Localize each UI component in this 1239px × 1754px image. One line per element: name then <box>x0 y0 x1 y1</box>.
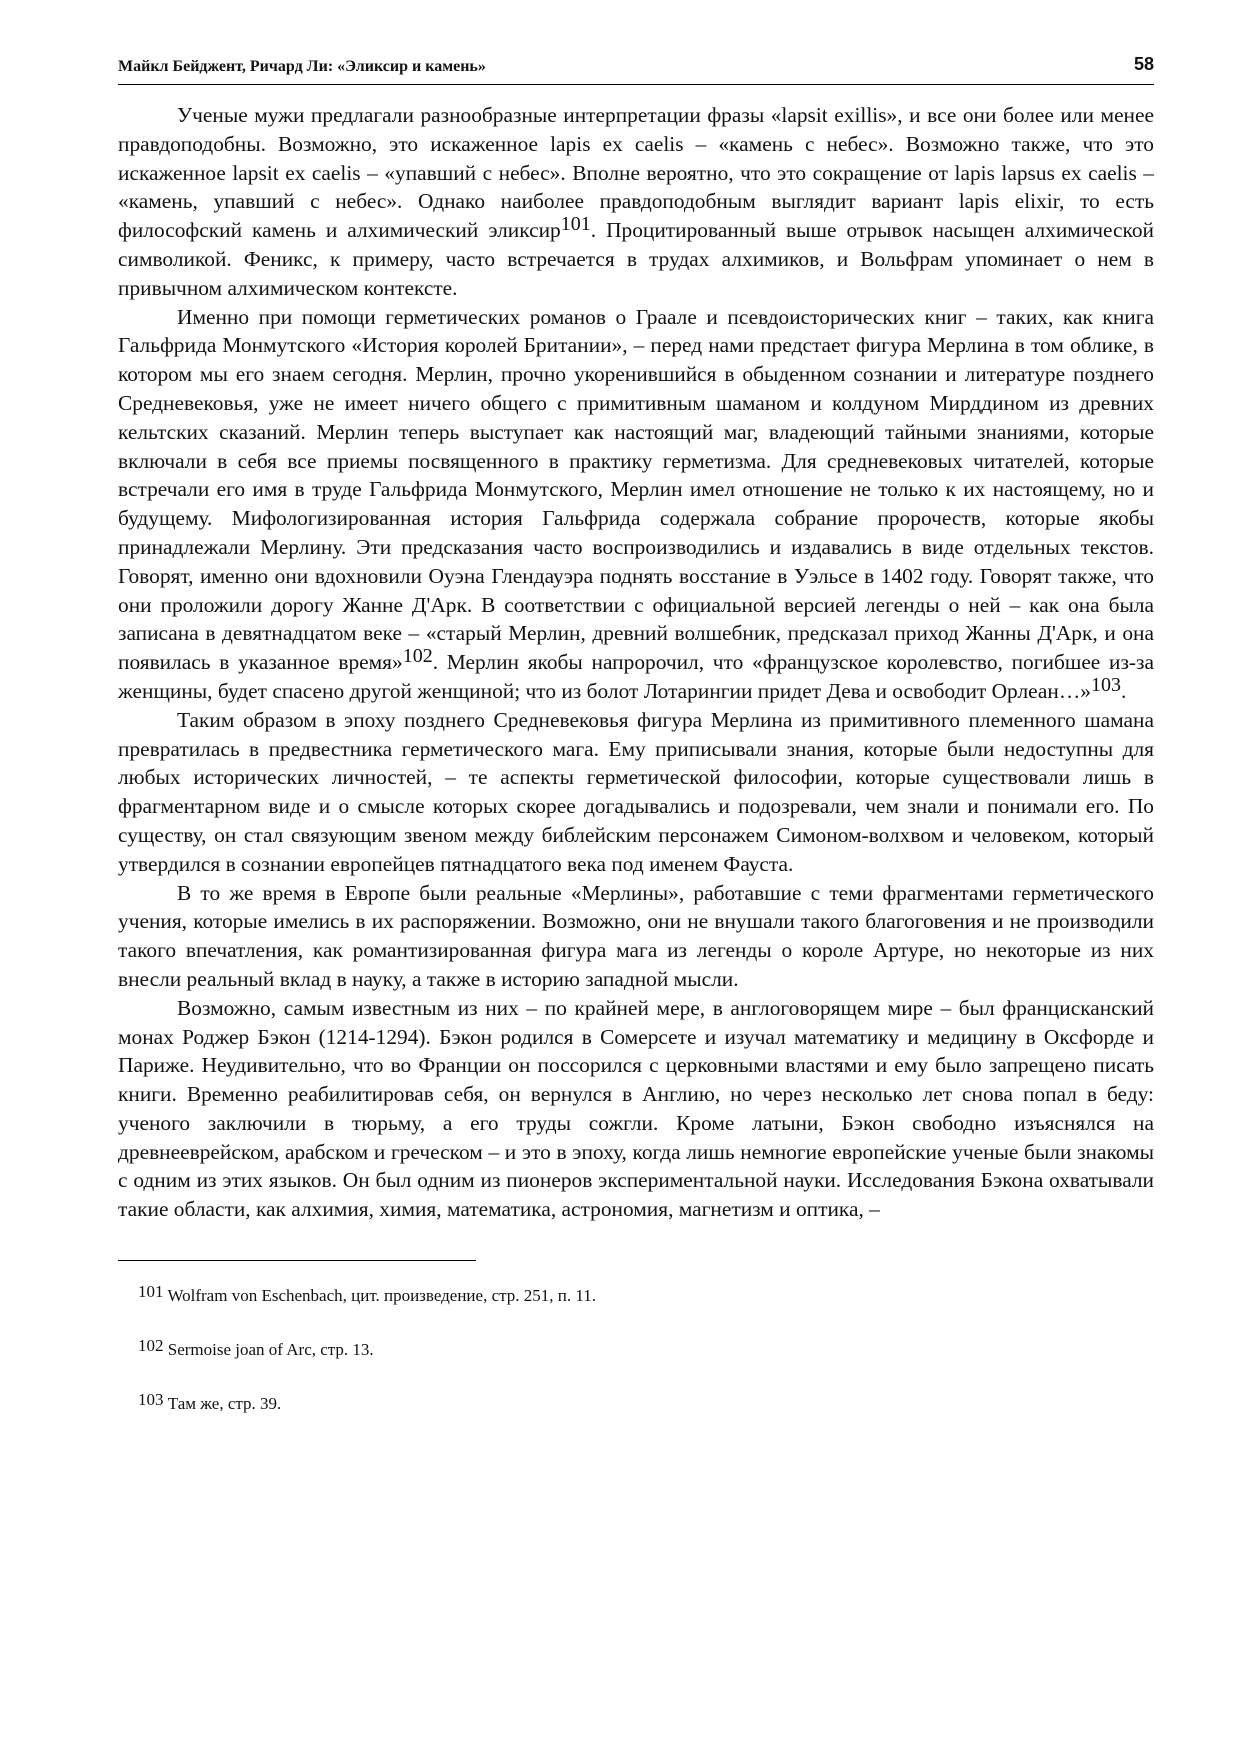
footnote-102 <box>118 1336 1154 1361</box>
footnote-ref-103[interactable]: 103 <box>1090 673 1121 696</box>
footnote-ref-101[interactable]: 101 <box>560 213 591 236</box>
footnote-divider <box>118 1260 476 1261</box>
footnote-number: 101 <box>138 1282 164 1302</box>
paragraph-1-text-b: . Процитированный выше отрывок насыщен алхимической символикой. Феникс, к примеру, часто встречается в трудах алхимиков, и Вольфрам упоминает о нем в привычном алхимическом контексте. <box>118 218 1155 300</box>
running-header <box>118 54 1154 85</box>
footnote-101 <box>118 1282 1154 1307</box>
footnote-text: Sermoise joan of Arc, стр. 13. <box>167 1340 374 1360</box>
footnote-ref-102[interactable]: 102 <box>402 645 433 668</box>
paragraph-4: В то же время в Европе были реальные «Мерлины», работавшие с теми фрагментами герметического учения, которые имелись в их распоряжении. Возможно, они не внушали такого благоговения и не производили такого впечатления, как романтизированная фигура мага из легенды о короле Артуре, но некоторые из них внесли реальный вклад в науку, а также в историю западной мысли. <box>118 880 1154 991</box>
footnote-103 <box>118 1390 1154 1415</box>
paragraph-2-text-c: . <box>1120 678 1127 703</box>
page-number: 58 <box>1133 54 1154 74</box>
body-text <box>118 101 1154 1224</box>
footnote-text: Там же, стр. 39. <box>167 1394 282 1414</box>
footnote-number: 102 <box>138 1336 164 1356</box>
footnote-number: 103 <box>138 1390 164 1410</box>
paragraph-1-text-a: Ученые мужи предлагали разнообразные интерпретации фразы «lapsit exillis», и все они более или менее правдоподобны. Возможно, это искаженное lapis ex caelis – «камень с небес». Возможно также, что это искаженное lapsit ex caelis – «упавший с небес». Вполне вероятно, что это сокращение от lapis lapsus ex caelis – «камень, упавший с небес». Однако наиболее правдоподобным выглядит вариант lapis elixir, то есть философский камень и алхимический эликсир <box>118 103 1154 243</box>
document-page <box>118 54 1154 1415</box>
header-title: Майкл Бейджент, Ричард Ли: «Эликсир и камень» <box>118 58 486 75</box>
paragraph-2-text-b: . Мерлин якобы напророчил, что «французское королевство, погибшее из-за женщины, будет спасено другой женщиной; что из болот Лотарингии придет Дева и освободит Орлеан…» <box>118 650 1154 703</box>
paragraph-3: Таким образом в эпоху позднего Средневековья фигура Мерлина из примитивного племенного шамана превратилась в предвестника герметического мага. Ему приписывали знания, которые были недоступны для любых исторических личностей, – те аспекты герметической философии, которые существовали лишь в фрагментарном виде и о смысле которых скорее догадывались и подозревали, чем знали и понимали его. По существу, он стал связующим звеном между библейским персонажем Симоном-волхвом и человеком, который утвердился в сознании европейцев пятнадцатого века под именем Фауста. <box>118 707 1154 876</box>
footnote-text: Wolfram von Eschenbach, цит. произведение, стр. 251, п. 11. <box>167 1286 596 1306</box>
paragraph-2-text-a: Именно при помощи герметических романов о Граале и псевдоисторических книг – таких, как книга Гальфрида Монмутского «История королей Британии», – перед нами предстает фигура Мерлина в том облике, в котором мы его знаем сегодня. Мерлин, прочно укоренившийся в обыденном сознании и литературе позднего Средневековья, уже не имеет ничего общего с примитивным шаманом и колдуном Мирддином из древних кельтских сказаний. Мерлин теперь выступает как настоящий маг, владеющий тайными знаниями, которые включали в себя все приемы посвященного в практику герметизма. Для средневековых читателей, которые встречали его имя в труде Гальфрида Монмутского, Мерлин имел отношение не только к их настоящему, но и будущему. Мифологизированная история Гальфрида содержала собрание пророчеств, которые якобы принадлежали Мерлину. Эти предсказания часто воспроизводились и издавались в виде отдельных текстов. Говорят, именно они вдохновили Оуэна Глендауэра поднять восстание в Уэльсе в 1402 году. Говорят также, что они проложили дорогу Жанне Д'Арк. В соответствии с официальной версией легенды о ней – как она была записана в девятнадцатом веке – «старый Мерлин, древний волшебник, предсказал приход Жанны Д'Арк, и она появилась в указанное время» <box>118 304 1154 675</box>
paragraph-1 <box>118 101 1154 303</box>
paragraph-5: Возможно, самым известным из них – по крайней мере, в англоговорящем мире – был францисканский монах Роджер Бэкон (1214-1294). Бэкон родился в Сомерсете и изучал математику и медицину в Оксфорде и Париже. Неудивительно, что во Франции он поссорился с церковными властями и ему было запрещено писать книги. Временно реабилитировав себя, он вернулся в Англию, но через несколько лет снова попал в беду: ученого заключили в тюрьму, а его труды сожгли. Кроме латыни, Бэкон свободно изъяснялся на древнееврейском, арабском и греческом – и это в эпоху, когда лишь немногие европейские ученые были знакомы с одним из этих языков. Он был одним из пионеров экспериментальной науки. Исследования Бэкона охватывали такие области, как алхимия, химия, математика, астрономия, магнетизм и оптика, – <box>118 995 1154 1222</box>
paragraph-2 <box>118 303 1154 706</box>
